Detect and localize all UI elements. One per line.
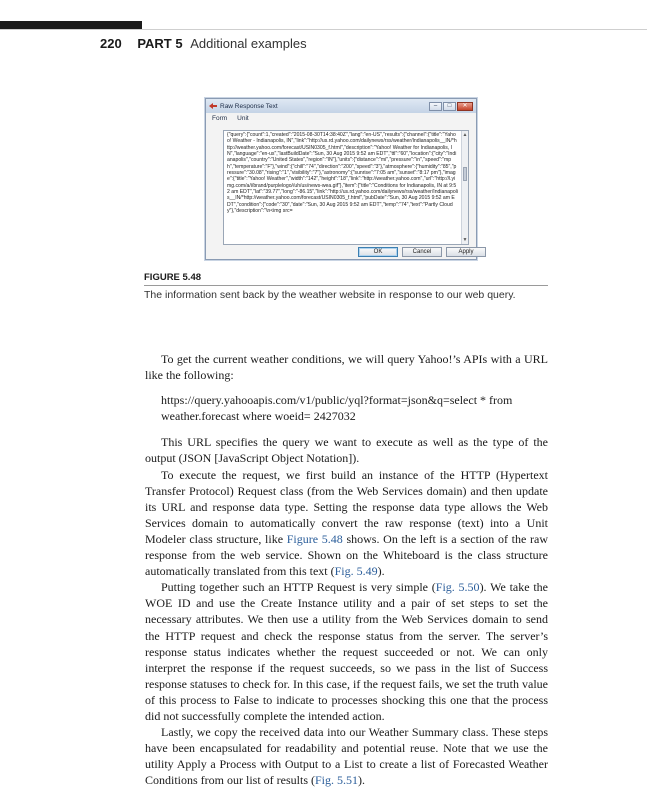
paragraph-url-spec: This URL specifies the query we want to execute as well as the type of the output (JSON [JavaScript Object Notation]). xyxy=(145,435,548,466)
ok-button[interactable]: OK xyxy=(358,247,398,257)
scroll-up-icon[interactable]: ▲ xyxy=(462,132,468,138)
figure-link[interactable]: Figure 5.48 xyxy=(286,531,343,546)
body-text xyxy=(145,351,548,788)
text-span: ). We take the WOE ID and use the Create Instance utility and a pair of set steps to set the necessary attributes. We then use a utility from the Web Services domain to send the HTTP request and check the response status from the server. The server’s response status indicates whether the request succeeded or not. We can only interpret the response if the request succeeds, so we pass in the list of Success response statuses to check for. In this case, if the request fails, we set the truth value of this process to False to indicate to processes shocking this one that the process did not successfully complete the intended action. xyxy=(145,580,548,723)
text-span: ). xyxy=(377,564,385,579)
scroll-down-icon[interactable]: ▼ xyxy=(462,237,468,243)
cancel-button[interactable]: Cancel xyxy=(402,247,442,257)
menu-item-unit[interactable]: Unit xyxy=(237,114,249,122)
query-url: https://query.yahooapis.com/v1/public/yql?format=json&q=select * from weather.forecast where woeid= 2427032 xyxy=(161,393,513,424)
paragraph-woe-id xyxy=(145,579,548,724)
figure-link[interactable]: Fig. 5.49 xyxy=(334,564,378,579)
minimize-icon[interactable]: – xyxy=(429,102,442,111)
menu-item-form[interactable]: Form xyxy=(212,114,228,122)
text-span: Putting together such an HTTP Request is very simple ( xyxy=(161,580,436,595)
paragraph-summary xyxy=(145,724,548,788)
app-icon xyxy=(209,103,217,109)
text-span: Lastly, we copy the received data into our Weather Summary class. These steps have been encapsulated for readability and potential reuse. Note that we use the utility Apply a Process with Output to a List to create a list of Forecasted Weather Conditions from our list of results ( xyxy=(145,725,548,788)
dialog-titlebar[interactable] xyxy=(206,99,476,113)
part-label: PART 5 xyxy=(137,36,183,51)
text-span: To execute the request, we first build an instance of the HTTP (Hypertext Transfer Protocol) Request class (from the Web Services domain) and then update its URL and response data type. Setting the response data type allows the Web Services domain to automatically convert the raw response (text) into a Unit Modeler class structure, like xyxy=(145,467,548,546)
figure-label: FIGURE 5.48 xyxy=(144,272,202,283)
text-span: shows. On the left is a section of the raw response from the web service. Shown on the Whiteboard is the class structure automatically translated from this text ( xyxy=(145,531,548,579)
scroll-thumb[interactable] xyxy=(463,167,467,181)
header-bar xyxy=(0,21,142,29)
dialog-title: Raw Response Text xyxy=(220,102,278,110)
raw-response-dialog xyxy=(205,98,477,260)
apply-button[interactable]: Apply xyxy=(446,247,486,257)
raw-response-textarea[interactable] xyxy=(223,130,469,245)
vertical-scrollbar[interactable] xyxy=(461,131,468,244)
paragraph-http-request xyxy=(145,467,548,580)
header-rule xyxy=(0,29,647,30)
figure-link[interactable]: Fig. 5.51 xyxy=(315,773,359,788)
raw-response-content: {"query":{"count":1,"created":"2015-08-30T14:38:40Z","lang":"en-US","results":{"channel":{"title":"Yahoo! Weather - Indianapolis, IN","link":"http://us.rd.yahoo.com/dailynews/rss/weather/Indianapolis__IN/*http://weather.yahoo.com/forecast/USIN0305_f.html","description":"Yahoo! Weather for Indianapolis, IN","language":"en-us","lastBuildDate":"Sun, 30 Aug 2015 9:52 am EDT","ttl":"60","location":{"city":"Indianapolis","country":"United States","region":"IN"},"units":{"distance":"mi","pressure":"in","speed":"mph","temperature":"F"},"wind":{"chill":"74","direction":"200","speed":"3"},"atmosphere":{"humidity":"85","pressure":"30.08","rising":"1","visibility":"7"},"astronomy":{"sunrise":"7:05 am","sunset":"8:17 pm"},"image":{"title":"Yahoo! Weather","width":"142","height":"18","link":"http://weather.yahoo.com","url":"http://l.yimg.com/a/i/brand/purplelogo//uh/us/news-wea.gif"},"item":{"title":"Conditions for Indianapolis, IN at 9:52 am EDT","lat":"39.77","long":"-86.15","link":"http://us.rd.yahoo.com/dailynews/rss/weather/Indianapolis__IN/*http://weather.yahoo.com/forecast/USIN0305_f.html","pubDate":"Sun, 30 Aug 2015 9:52 am EDT","condition":{"code":"30","date":"Sun, 30 Aug 2015 9:52 am EDT","temp":"74","text":"Partly Cloudy"},"description":"\n<img src= xyxy=(227,132,458,215)
dialog-button-row xyxy=(358,247,486,257)
dialog-menubar xyxy=(206,113,476,123)
maximize-icon[interactable]: □ xyxy=(443,102,456,111)
figure-caption: The information sent back by the weather website in response to our web query. xyxy=(144,289,516,301)
figure-rule xyxy=(144,285,548,286)
figure-link[interactable]: Fig. 5.50 xyxy=(435,580,480,595)
page-number: 220 xyxy=(100,36,122,51)
close-icon[interactable]: ✕ xyxy=(457,102,473,111)
text-span: ). xyxy=(358,773,366,788)
part-title: Additional examples xyxy=(190,36,307,51)
paragraph-intro: To get the current weather conditions, we will query Yahoo!’s APIs with a URL like the following: xyxy=(145,352,548,383)
running-header xyxy=(100,36,307,51)
